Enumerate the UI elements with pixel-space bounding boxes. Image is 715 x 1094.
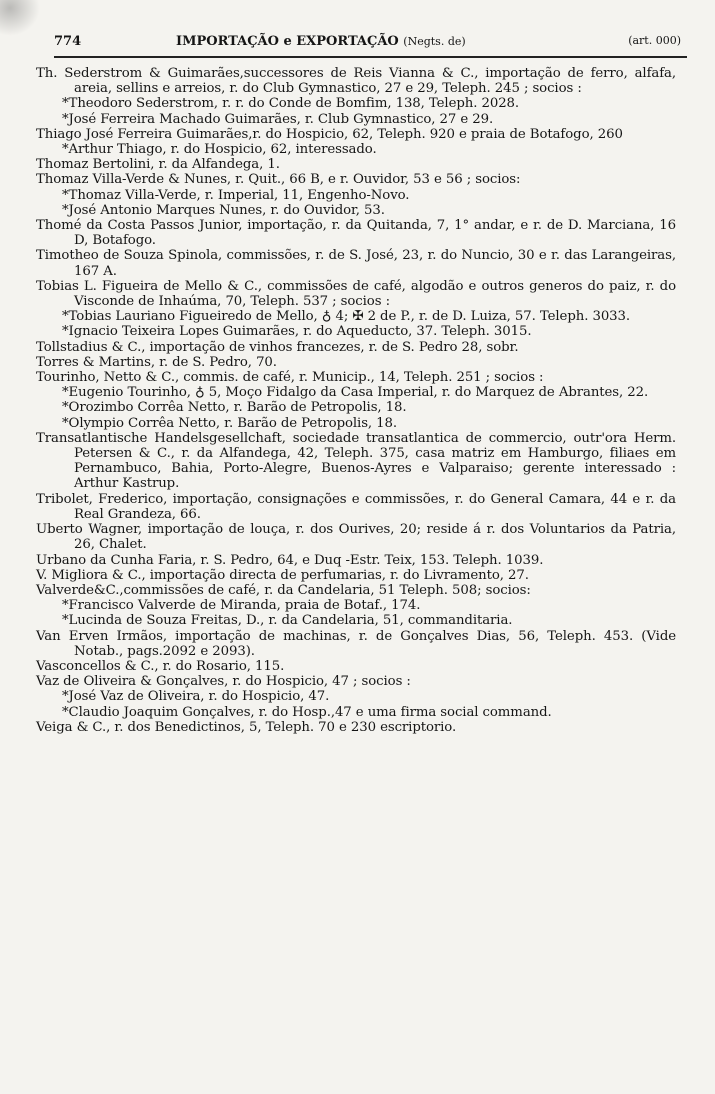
partner-entry: *Claudio Joaquim Gonçalves, r. do Hosp.,47 e uma firma social command. [62,704,552,720]
firm-entry: Timotheo de Souza Spinola, commissões, r. de S. José, 23, r. do Nuncio, 30 e r. das Larangeiras, 167 A. [36,248,676,279]
partner-entry: *José Antonio Marques Nunes, r. do Ouvidor, 53. [62,202,385,218]
directory-entries [36,66,676,735]
page-number: 774 [54,34,82,49]
firm-entry: Valverde&C.,commissões de café, r. da Candelaria, 51 Teleph. 508; socios: [36,582,531,598]
firm-entry: V. Migliora & C., importação directa de perfumarias, r. do Livramento, 27. [36,567,529,583]
partner-entry: *Arthur Thiago, r. do Hospicio, 62, interessado. [62,142,377,158]
partner-entry: *Eugenio Tourinho, ♁ 5, Moço Fidalgo da Casa Imperial, r. do Marquez de Abrantes, 22. [62,385,649,401]
firm-entry: Vaz de Oliveira & Gonçalves, r. do Hospicio, 47 ; socios : [36,674,411,690]
partner-entry: *Lucinda de Souza Freitas, D., r. da Candelaria, 51, commanditaria. [62,613,513,629]
firm-entry: Thomaz Bertolini, r. da Alfandega, 1. [36,157,280,173]
partner-entry: *Tobias Lauriano Figueiredo de Mello, ♁ 4; ✠ 2 de P., r. de D. Luiza, 57. Teleph. 3033. [62,309,631,325]
firm-entry: Vasconcellos & C., r. do Rosario, 115. [36,658,285,674]
firm-entry: Tribolet, Frederico, importação, consignações e commissões, r. do General Camara, 44 e r. da Real Grandeza, 66. [36,491,676,522]
partner-entry: *Thomaz Villa-Verde, r. Imperial, 11, Engenho-Novo. [62,187,410,203]
firm-entry: Thomé da Costa Passos Junior, importação, r. da Quitanda, 7, 1° andar, e r. de D. Marciana, 16 D, Botafogo. [36,218,676,249]
firm-entry: Tollstadius & C., importação de vinhos francezes, r. de S. Pedro 28, sobr. [36,339,519,355]
firm-entry: Th. Sederstrom & Guimarães,successores de Reis Vianna & C., importação de ferro, alfafa, areia, sellins e arreios, r. do Club Gymnastico, 27 e 29, Teleph. 245 ; socios : [36,66,676,97]
section-title-text: IMPORTAÇÃO e EXPORTAÇÃO [176,34,399,49]
partner-entry: *Orozimbo Corrêa Netto, r. Barão de Petropolis, 18. [62,400,407,416]
page-header [54,34,687,56]
header-rule [54,56,687,58]
partner-entry: *Francisco Valverde de Miranda, praia de Botaf., 174. [62,598,421,614]
page-stain [0,0,40,36]
section-subtitle: (Negts. de) [403,35,466,48]
firm-entry: Urbano da Cunha Faria, r. S. Pedro, 64, e Duq -Estr. Teix, 153. Teleph. 1039. [36,552,544,568]
firm-entry: Tourinho, Netto & C., commis. de café, r. Municip., 14, Teleph. 251 ; socios : [36,370,544,386]
firm-entry: Van Erven Irmãos, importação de machinas, r. de Gonçalves Dias, 56, Teleph. 453. (Vide Notab., pags.2092 e 2093). [36,628,676,659]
partner-entry: *Ignacio Teixeira Lopes Guimarães, r. do Aqueducto, 37. Teleph. 3015. [62,324,532,340]
article-reference: (art. 000) [628,34,681,47]
section-title [176,34,466,49]
firm-entry: Thomaz Villa-Verde & Nunes, r. Quit., 66 B, e r. Ouvidor, 53 e 56 ; socios: [36,172,521,188]
partner-entry: *José Ferreira Machado Guimarães, r. Club Gymnastico, 27 e 29. [62,111,494,127]
firm-entry: Torres & Martins, r. de S. Pedro, 70. [36,354,277,370]
firm-entry: Tobias L. Figueira de Mello & C., commissões de café, algodão e outros generos do paiz, r. do Visconde de Inhaúma, 70, Teleph. 537 ; socios : [36,278,676,310]
firm-entry: Veiga & C., r. dos Benedictinos, 5, Teleph. 70 e 230 escriptorio. [36,719,457,735]
firm-entry: Transatlantische Handelsgesellchaft, sociedade transatlantica de commercio, outr'ora Herm. Petersen & C., r. da Alfandega, 42, Teleph. 375, casa matriz em Hamburgo, filiaes em Pernambuco, Bahia, Porto-Alegre, Buenos-Ayres e Valparaiso; gerente interessado : Arthur Kastrup. [36,430,676,492]
partner-entry: *Olympio Corrêa Netto, r. Barão de Petropolis, 18. [62,415,398,431]
partner-entry: *Theodoro Sederstrom, r. r. do Conde de Bomfim, 138, Teleph. 2028. [62,96,520,112]
firm-entry: Thiago José Ferreira Guimarães,r. do Hospicio, 62, Teleph. 920 e praia de Botafogo, 260 [36,126,623,142]
partner-entry: *José Vaz de Oliveira, r. do Hospicio, 47. [62,689,330,705]
firm-entry: Uberto Wagner, importação de louça, r. dos Ourives, 20; reside á r. dos Voluntarios da Patria, 26, Chalet. [36,522,676,553]
